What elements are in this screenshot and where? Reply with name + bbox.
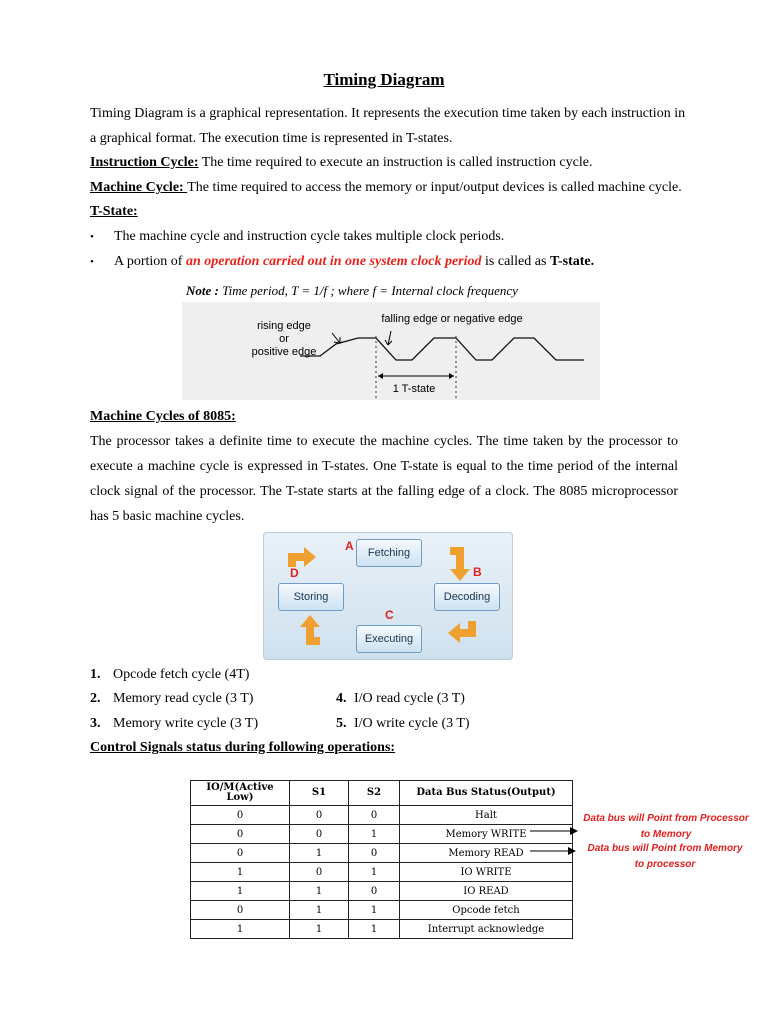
- tstate-bullet-2: [114, 254, 594, 270]
- clock-note-bold: Note :: [186, 283, 219, 298]
- instruction-cycle-label: Instruction Cycle:: [90, 155, 199, 170]
- bullet2-pre: A portion of: [114, 254, 186, 269]
- decoding-stage: Decoding: [434, 583, 500, 611]
- cell: 1: [290, 844, 349, 863]
- page-title: Timing Diagram: [323, 70, 445, 89]
- label-d: D: [290, 566, 299, 580]
- fetching-stage: Fetching: [356, 539, 422, 567]
- cell: Opcode fetch: [400, 901, 573, 920]
- intro-line-2: a graphical format. The execution time is represented in T-states.: [90, 131, 453, 146]
- cell: Memory WRITE: [400, 825, 573, 844]
- write-arrowhead-icon: [570, 827, 578, 835]
- cell: 1: [349, 901, 400, 920]
- table-row: [191, 825, 573, 844]
- cell: 1: [349, 825, 400, 844]
- arrow-b-to-c-icon: [448, 621, 476, 643]
- cell: 0: [191, 825, 290, 844]
- label-c: C: [385, 608, 394, 622]
- write-note: Data bus will Point from Processor to Memory: [583, 813, 749, 840]
- cell: 1: [349, 863, 400, 882]
- falling-edge-label: falling edge or negative edge: [381, 313, 523, 325]
- instruction-cycle-definition: [90, 155, 592, 171]
- item-4-number: 4.: [336, 691, 347, 706]
- label-b: B: [473, 565, 482, 579]
- machine-cycle-definition: [90, 180, 682, 196]
- cell: 1: [290, 882, 349, 901]
- table-row: [191, 882, 573, 901]
- clock-note: [185, 283, 518, 298]
- cycle-list-item-5: [336, 716, 470, 732]
- item-3-text: Memory write cycle (3 T): [113, 716, 259, 731]
- arrow-d-to-a-icon: [288, 547, 316, 567]
- item-3-number: 3.: [90, 716, 101, 731]
- cell: 0: [349, 882, 400, 901]
- executing-stage: Executing: [356, 625, 422, 653]
- tstate-heading: T-State:: [90, 204, 138, 219]
- control-signals-heading: Control Signals status during following operations:: [90, 740, 396, 755]
- cycle-list-item-1: [90, 667, 250, 683]
- col-header-s2: S2: [349, 781, 400, 806]
- arrow-c-to-d-icon: [300, 615, 320, 645]
- instruction-cycle-diagram: [263, 532, 513, 660]
- label-a: A: [345, 539, 354, 553]
- col-header-s1: S1: [290, 781, 349, 806]
- cell: 0: [349, 806, 400, 825]
- positive-edge-label: positive edge: [251, 346, 317, 358]
- cell: 0: [191, 844, 290, 863]
- cell: 1: [290, 901, 349, 920]
- cell: Halt: [400, 806, 573, 825]
- item-1-text: Opcode fetch cycle (4T): [113, 667, 250, 682]
- cell: 1: [349, 920, 400, 939]
- item-2-text: Memory read cycle (3 T): [113, 691, 254, 706]
- cell: 1: [290, 920, 349, 939]
- tstate-bullet-1: The machine cycle and instruction cycle takes multiple clock periods.: [114, 229, 505, 244]
- read-note: Data bus will Point from Memory to processor: [587, 843, 743, 870]
- cell: Interrupt acknowledge: [400, 920, 573, 939]
- cell: IO READ: [400, 882, 573, 901]
- cell: 0: [191, 901, 290, 920]
- table-row: [191, 844, 573, 863]
- control-signals-table: [190, 780, 573, 939]
- mc-paragraph-line-2: execute a machine cycle is expressed in T-states. One T-state is equal to the time period of the internal: [90, 459, 678, 474]
- cell: 1: [191, 920, 290, 939]
- cell: 1: [191, 863, 290, 882]
- bullet-dot-1: •: [90, 231, 94, 243]
- cell: Memory READ: [400, 844, 573, 863]
- cycle-list-item-3: [90, 716, 259, 732]
- item-2-number: 2.: [90, 691, 101, 706]
- col-header-iom: IO/M(Active Low): [191, 781, 290, 806]
- item-1-number: 1.: [90, 667, 101, 682]
- table-header-row: [191, 781, 573, 806]
- item-4-text: I/O read cycle (3 T): [354, 691, 465, 706]
- storing-stage: Storing: [278, 583, 344, 611]
- instruction-cycle-text: The time required to execute an instruction is called instruction cycle.: [198, 155, 593, 170]
- machine-cycles-heading: Machine Cycles of 8085:: [90, 409, 236, 424]
- clock-figure-svg: [182, 278, 600, 400]
- item-5-text: I/O write cycle (3 T): [354, 716, 470, 731]
- cell: 0: [191, 806, 290, 825]
- bullet-dot-2: •: [90, 256, 94, 268]
- cycle-list-item-4: [336, 691, 465, 707]
- cell: 0: [290, 806, 349, 825]
- mc-paragraph-line-3: clock signal of the processor. The T-state starts at the falling edge of a clock. The 8085 microprocessor: [90, 484, 678, 499]
- cell: 1: [191, 882, 290, 901]
- table-row: [191, 806, 573, 825]
- read-arrowhead-icon: [568, 847, 576, 855]
- machine-cycle-label: Machine Cycle:: [90, 180, 188, 195]
- bullet2-bold: T-state.: [549, 254, 595, 269]
- mc-paragraph-line-1: The processor takes a definite time to execute the machine cycles. The time taken by the processor to: [90, 434, 678, 449]
- cycle-list-item-2: [90, 691, 254, 707]
- bullet2-highlight: an operation carried out in one system clock period: [185, 254, 482, 269]
- arrow-a-to-b-icon: [450, 547, 470, 581]
- cell: 0: [290, 825, 349, 844]
- mc-paragraph-line-4: has 5 basic machine cycles.: [90, 509, 245, 524]
- cell: 0: [290, 863, 349, 882]
- machine-cycle-text: The time required to access the memory or input/output devices is called machine cycle.: [187, 180, 682, 195]
- clock-timing-figure: [182, 278, 600, 400]
- tstate-label: 1 T-state: [392, 383, 436, 395]
- clock-note-text: Time period, T = 1/f ; where f = Internal clock frequency: [218, 283, 518, 298]
- table-row: [191, 920, 573, 939]
- col-header-data-bus: Data Bus Status(Output): [400, 781, 573, 806]
- cell: IO WRITE: [400, 863, 573, 882]
- rising-or-label: or: [279, 333, 289, 345]
- table-row: [191, 863, 573, 882]
- rising-edge-label: rising edge: [257, 320, 311, 332]
- item-5-number: 5.: [336, 716, 347, 731]
- intro-line-1: Timing Diagram is a graphical representation. It represents the execution time taken by each instruction in: [90, 106, 686, 121]
- bullet2-mid: is called as: [481, 254, 550, 269]
- cell: 0: [349, 844, 400, 863]
- table-row: [191, 901, 573, 920]
